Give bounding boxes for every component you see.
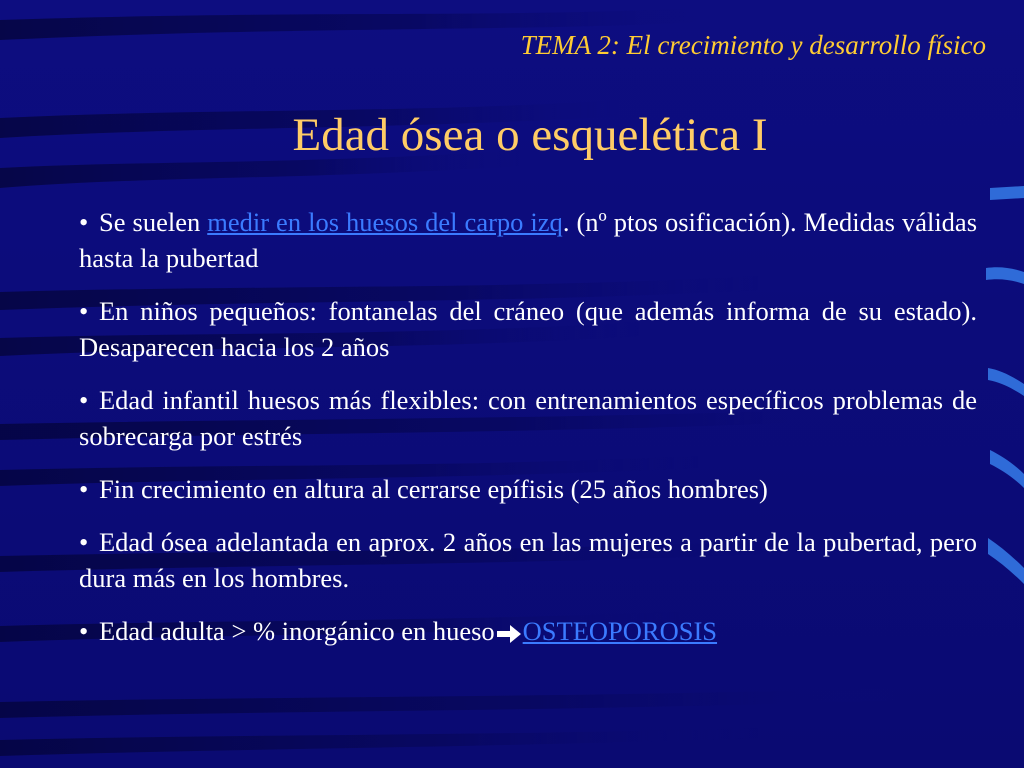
bullet-item-1: [79, 204, 977, 276]
slide-title: Edad ósea o esquelética I: [292, 109, 768, 161]
bullet-marker: •: [79, 207, 89, 237]
bullet-text: Fin crecimiento en altura al cerrarse epífisis (25 años hombres): [99, 474, 768, 504]
bullet-item-3: [79, 382, 977, 454]
bullet-marker: •: [79, 296, 89, 326]
osteoporosis-link[interactable]: OSTEOPOROSIS: [522, 616, 718, 646]
presentation-subtitle: TEMA 2: El crecimiento y desarrollo físico: [520, 30, 986, 60]
bullet-text: Se suelen: [99, 207, 208, 237]
bullet-item-6: [79, 613, 977, 649]
bullet-item-4: [79, 471, 977, 507]
bullet-item-5: [79, 524, 977, 596]
bullet-text: Edad infantil huesos más flexibles: con entrenamientos específicos problemas de sobrecarga por estrés: [79, 385, 977, 451]
bullet-item-2: [79, 293, 977, 365]
bullet-text: En niños pequeños: fontanelas del cráneo (que además informa de su estado). Desaparecen hacia los 2 años: [79, 296, 977, 362]
bullet-text: Edad adulta > % inorgánico en hueso: [99, 616, 495, 646]
bullet-marker: •: [79, 474, 89, 504]
bullet-list: [79, 204, 977, 666]
bullet-text: . (nº ptos osificación). Medidas válidas hasta la pubertad: [79, 207, 978, 273]
right-arrow-icon: [496, 624, 522, 644]
bullet-marker: •: [79, 385, 89, 415]
bullet-text: Edad ósea adelantada en aprox. 2 años en las mujeres a partir de la pubertad, pero dura más en los hombres.: [79, 527, 977, 593]
bullet-marker: •: [79, 616, 89, 646]
carpal-bones-link[interactable]: medir en los huesos del carpo izq: [207, 207, 563, 237]
bullet-marker: •: [79, 527, 89, 557]
